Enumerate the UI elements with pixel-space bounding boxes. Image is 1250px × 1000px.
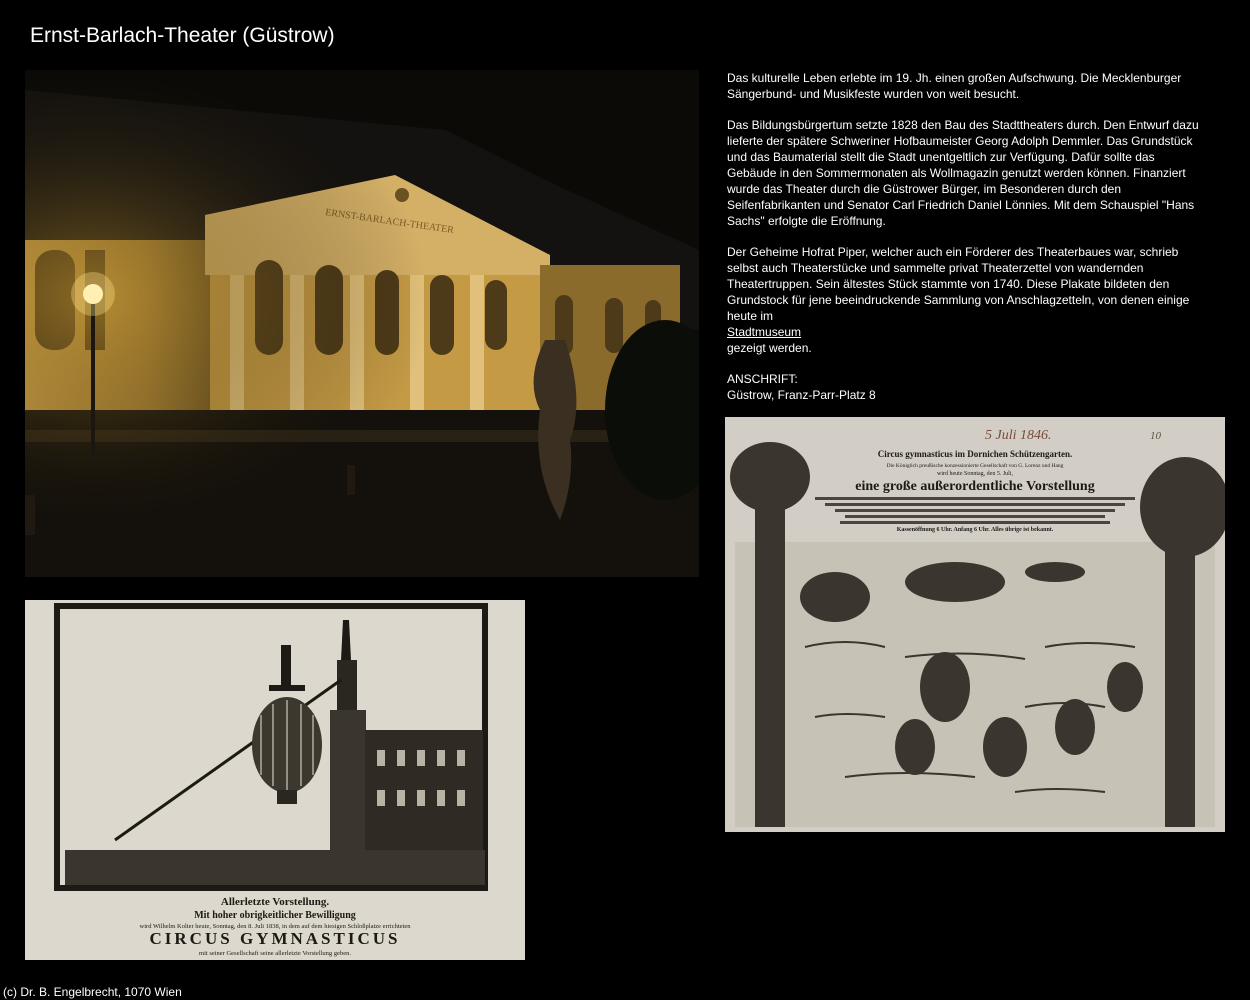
circus-poster-header: Circus gymnasticus im Dornichen Schützengarten. <box>877 449 1073 459</box>
theater-night-photo <box>25 70 699 577</box>
paragraph-collection <box>727 244 1207 356</box>
page-title: Ernst-Barlach-Theater (Güstrow) <box>30 24 335 47</box>
paragraph-construction: Das Bildungsbürgertum setzte 1828 den Bau des Stadttheaters durch. Den Entwurf dazu lieferte der spätere Schweriner Hofbaumeister Georg Adolph Demmler. Das Grundstück und das Baumaterial stellt die Stadt unentgeltlich zur Verfügung. Dafür sollte das Gebäude in den Sommermonaten als Wollmagazin genutzt werden können. Finanziert wurde das Theater durch die Güstrower Bürger, im Besonderen durch den Seifenfabrikanten und Senator Carl Friedrich Daniel Lönnies. Mit dem Schauspiel "Hans Sachs" erfolgte die Eröffnung. <box>727 118 1199 228</box>
stadtmuseum-link[interactable]: Stadtmuseum <box>727 325 802 339</box>
balloon-poster-line2: Mit hoher obrigkeitlicher Bewilligung <box>194 910 356 921</box>
balloon-poster-line3: wird Wilhelm Kolter heute, Sonntag, den 8. Juli 1838, in dem auf dem hiesigen Schloßplatze errichteten <box>139 923 411 930</box>
address-label: ANSCHRIFT: <box>727 372 798 386</box>
circus-poster-handwritten-date: 5 Juli 1846. <box>985 428 1052 443</box>
balloon-poster-line5: mit seiner Gesellschaft seine allerletzte Vorstellung geben. <box>199 950 351 957</box>
copyright-footer: (c) Dr. B. Engelbrecht, 1070 Wien <box>3 985 182 999</box>
paragraph-collection-end: gezeigt werden. <box>727 341 812 355</box>
address-value: Güstrow, Franz-Parr-Platz 8 <box>727 388 876 402</box>
paragraph-festivals: Das kulturelle Leben erlebte im 19. Jh. einen großen Aufschwung. Die Mecklenburger Sängerbund- und Musikfeste wurden von weit besucht. <box>727 71 1182 101</box>
circus-poster-footer-line: Kassenöffnung 6 Uhr. Anfang 6 Uhr. Alles übrige ist bekannt. <box>896 527 1054 533</box>
circus-poster-sub: Die Königlich preußische konzessionierte Gesellschaft von G. Lorenz und Hang <box>886 463 1064 469</box>
circus-poster-number: 10 <box>1150 430 1161 442</box>
circus-woodcut-poster <box>725 417 1225 832</box>
circus-poster-date: wird heute Sonntag, den 5. Juli, <box>937 471 1013 477</box>
circus-poster-headline: eine große außerordentliche Vorstellung <box>855 479 1095 494</box>
balloon-circus-poster <box>25 600 525 960</box>
description-text <box>727 70 1207 418</box>
balloon-poster-line4: CIRCUS GYMNASTICUS <box>149 929 401 948</box>
paragraph-collection-text: Der Geheime Hofrat Piper, welcher auch ein Förderer des Theaterbaues war, schrieb selbst auch Theaterstücke und sammelte privat Theaterzettel von wandernden Theatertruppen. Sein ältestes Stück stammte von 1740. Diese Plakate bildeten den Grundstock für jene beeindruckende Sammlung von Anschlagzetteln, von denen einige heute im <box>727 245 1190 323</box>
balloon-poster-line1: Allerletzte Vorstellung. <box>220 896 330 908</box>
